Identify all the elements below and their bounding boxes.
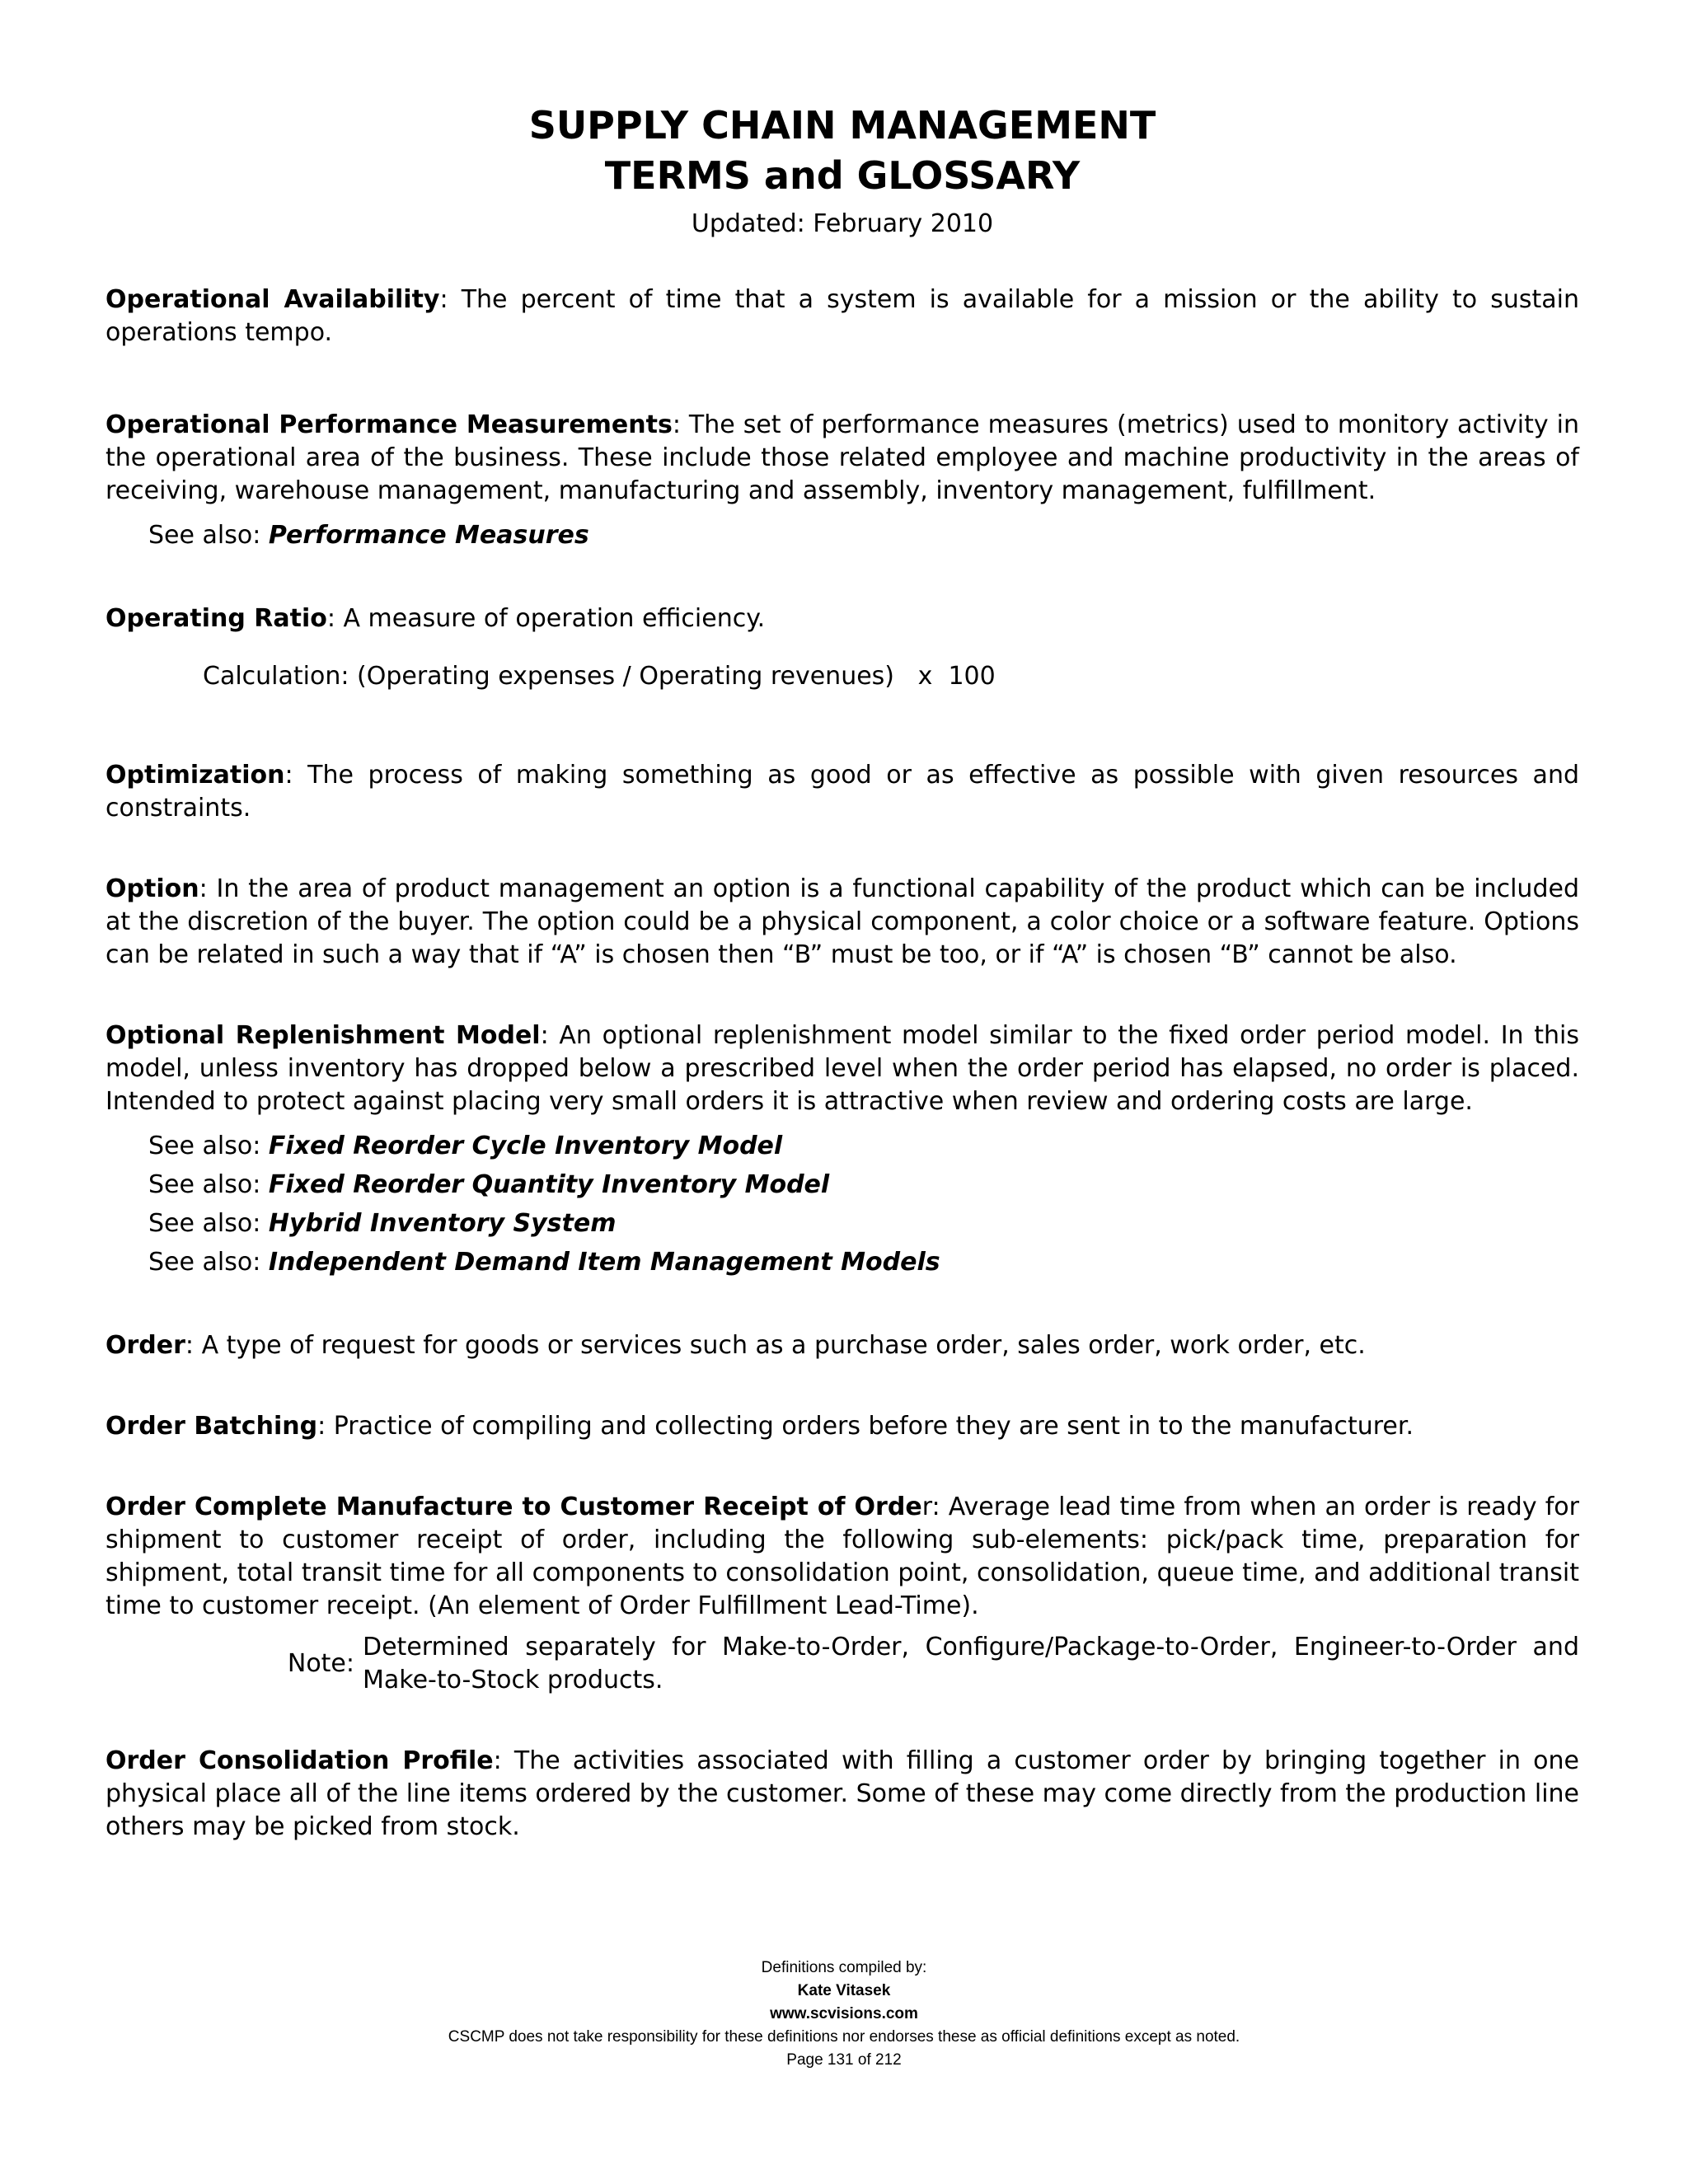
glossary-term: Order Batching	[106, 1412, 318, 1441]
see-also-item	[106, 1243, 1579, 1282]
glossary-term: Optimization	[106, 761, 285, 790]
glossary-entry-order	[106, 1329, 1579, 1362]
glossary-definition: : A type of request for goods or services such as a purchase order, sales order, work order, etc.	[185, 1331, 1366, 1360]
see-also-list	[106, 516, 1579, 555]
glossary-definition: : The percent of time that a system is available for a mission or the ability to sustain operations tempo.	[106, 285, 1580, 347]
glossary-term: Optional Replenishment Model	[106, 1021, 541, 1050]
glossary-definition: : The activities associated with filling a customer order by bringing together in one physical place all of the line items ordered by the customer. Some of these may come directly from the production line others may be picked from stock.	[106, 1746, 1580, 1841]
glossary-definition: : The process of making something as good or as effective as possible with given resources and constraints.	[106, 761, 1579, 823]
glossary-definition: : The set of performance measures (metrics) used to monitory activity in the operational area of the business. These include those related employee and machine productivity in the areas of receiving, warehouse management, manufacturing and assembly, inventory management, fulfillment.	[106, 410, 1579, 505]
see-also-item	[106, 1204, 1579, 1243]
see-also-item	[106, 1165, 1579, 1204]
footer-website-link[interactable]: www.scvisions.com	[770, 2005, 918, 2022]
updated-date: Updated: February 2010	[691, 209, 994, 238]
page-footer	[0, 1957, 1688, 2072]
calculation-formula: Calculation: (Operating expenses / Operating revenues) x 100	[203, 662, 996, 691]
footer-page-number: Page 131 of 212	[786, 2051, 902, 2069]
see-also-label: See also:	[148, 1248, 269, 1277]
document-header	[106, 0, 1579, 241]
note-text: Determined separately for Make-to-Order, Configure/Package-to-Order, Engineer-to-Order and Make-to-Stock products.	[363, 1633, 1579, 1694]
glossary-definition: : A measure of operation efficiency.	[326, 604, 766, 633]
see-also-link[interactable]: Fixed Reorder Quantity Inventory Model	[268, 1170, 830, 1199]
glossary-term: Order	[106, 1331, 185, 1360]
glossary-entry-order-complete-manufacture	[106, 1491, 1579, 1697]
glossary-entry-operational-availability	[106, 284, 1579, 349]
glossary-term: Operational Performance Measurements	[106, 410, 673, 439]
glossary-entry-order-batching	[106, 1410, 1579, 1443]
glossary-definition: : Practice of compiling and collecting orders before they are sent in to the manufacturer.	[317, 1412, 1414, 1441]
footer-author: Kate Vitasek	[797, 1982, 891, 1999]
see-also-item	[106, 516, 1579, 555]
see-also-link[interactable]: Independent Demand Item Management Models	[268, 1248, 940, 1277]
glossary-term: Order Complete Manufacture to Customer Receipt of Orde	[106, 1493, 922, 1521]
glossary-entry-option	[106, 873, 1579, 972]
glossary-entries	[106, 284, 1579, 1844]
document-page	[106, 0, 1579, 2184]
glossary-definition: : An optional replenishment model similar to the fixed order period model. In this model, unless inventory has dropped below a prescribed level when the order period has elapsed, no order is placed. Intended to protect against placing very small orders it is attractive when review and ordering costs are large.	[106, 1021, 1579, 1116]
glossary-entry-operational-performance-measurements	[106, 409, 1579, 555]
see-also-item	[106, 1127, 1579, 1165]
document-title-line-2: TERMS and GLOSSARY	[604, 153, 1081, 198]
see-also-list	[106, 1127, 1579, 1282]
see-also-label: See also:	[148, 1209, 269, 1238]
glossary-entry-order-consolidation-profile	[106, 1745, 1579, 1844]
glossary-term: Option	[106, 874, 199, 903]
see-also-label: See also:	[148, 521, 269, 550]
glossary-entry-operating-ratio	[106, 602, 1579, 693]
glossary-definition: r: Average lead time from when an order is ready for shipment to customer receipt of order, including the following sub-elements: pick/pack time, preparation for shipment, total transit time for all components to consolidation point, consolidation, queue time, and additional transit time to customer receipt. (An element of Order Fulfillment Lead-Time).	[106, 1493, 1579, 1620]
footer-disclaimer: CSCMP does not take responsibility for these definitions nor endorses these as official definitions except as noted.	[448, 2028, 1240, 2046]
glossary-entry-optimization	[106, 759, 1579, 825]
glossary-term: Operational Availability	[106, 285, 440, 314]
see-also-link[interactable]: Hybrid Inventory System	[268, 1209, 617, 1238]
glossary-term: Operating Ratio	[106, 604, 327, 633]
document-title-line-1: SUPPLY CHAIN MANAGEMENT	[528, 103, 1156, 148]
see-also-link[interactable]: Fixed Reorder Cycle Inventory Model	[268, 1132, 783, 1160]
note-block	[106, 1631, 1579, 1697]
note-label: Note:	[287, 1649, 354, 1678]
glossary-term: Order Consolidation Profile	[106, 1746, 494, 1775]
see-also-link[interactable]: Performance Measures	[268, 521, 589, 550]
see-also-label: See also:	[148, 1170, 269, 1199]
see-also-label: See also:	[148, 1132, 269, 1160]
glossary-definition: : In the area of product management an option is a functional capability of the product which can be included at the discretion of the buyer. The option could be a physical component, a color choice or a software feature. Options can be related in such a way that if “A” is chosen then “B” must be too, or if “A” is chosen “B” cannot be also.	[106, 874, 1579, 969]
footer-compiled-by: Definitions compiled by:	[761, 1959, 927, 1976]
glossary-entry-optional-replenishment-model	[106, 1019, 1579, 1282]
